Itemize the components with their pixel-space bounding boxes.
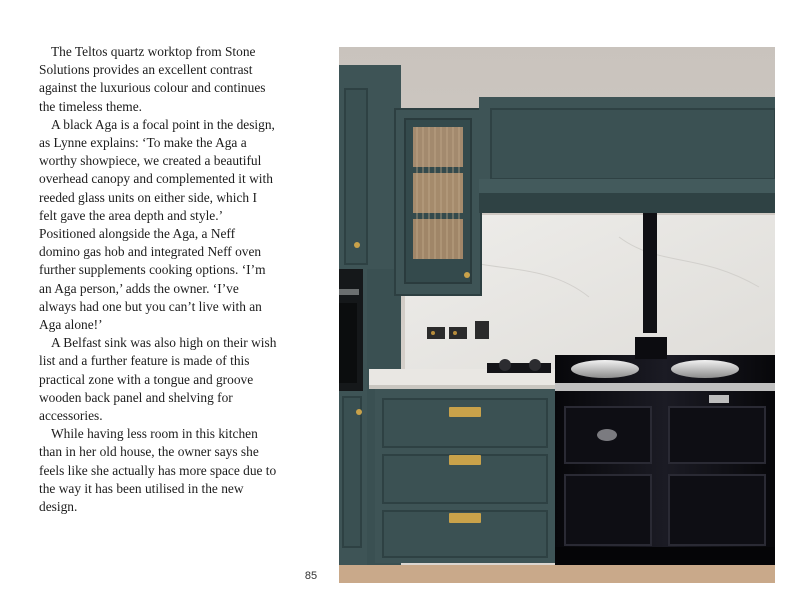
kitchen-illustration [339,47,775,583]
page-number: 85 [304,570,318,582]
paragraph-2: A black Aga is a focal point in the design, as Lynne explains: ‘To make the Aga a worthy showpiece, we created a beautiful overhead canopy and complemented it with reeded glass units on either side, which I felt gave the area depth and style.’ Positioned alongside the Aga, a Neff domino gas hob and integrated Neff oven further supplements cooking options. ‘I’m an Aga person,’ adds the owner. ‘I’ve always had one but you can’t live with an Aga alone!’ [39,116,275,333]
kitchen-photo [339,47,775,583]
wood-floor [339,565,775,583]
paragraph-4: While having less room in this kitchen than in her old house, the owner says she feels like she actually has more space due to the way it has been utilised in the new design. [39,426,277,515]
paragraph-1: The Teltos quartz worktop from Stone Solutions provides an excellent contrast against the luxurious colour and continues the timeless theme. [39,44,266,114]
article-text [39,43,277,516]
paragraph-3: A Belfast sink was also high on their wish list and a further feature is made of this practical zone with a tongue and groove wooden back panel and shelving for accessories. [39,335,277,424]
